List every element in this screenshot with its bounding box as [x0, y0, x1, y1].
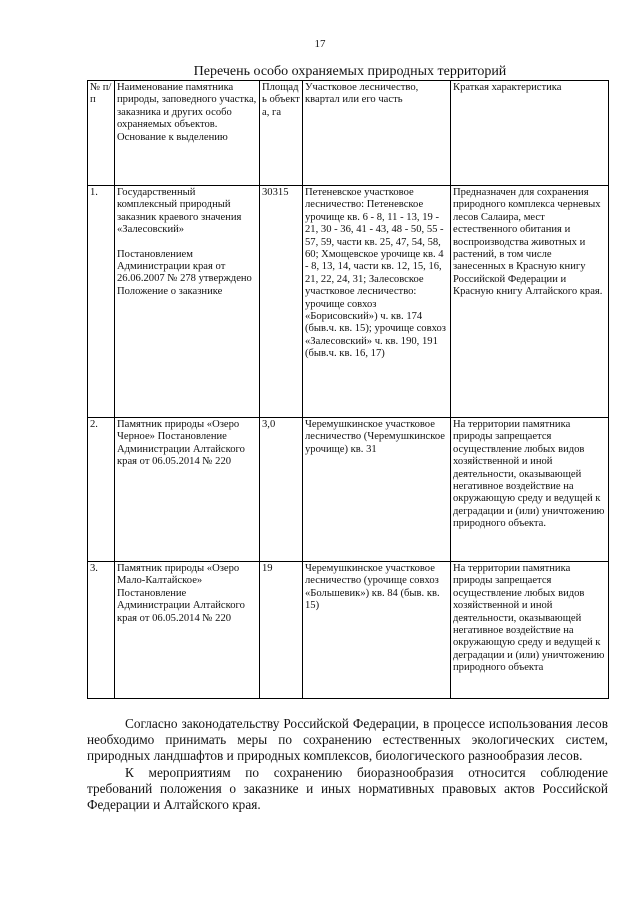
header-description: Краткая характеристика	[451, 81, 609, 186]
table-header-row	[88, 81, 609, 186]
row-name: Памятник природы «Озеро Черное» Постановление Администрации Алтайского края от 06.05.2014 № 220	[115, 418, 260, 562]
row-location: Петеневское участковое лесничество: Петеневское урочище кв. 6 - 8, 11 - 13, 19 - 21, 30 - 36, 41 - 43, 48 - 50, 55 - 57, 59, части кв. 25, 47, 54, 58, 60; Хмощевское урочище кв. 4 - 8, 13, 14, части кв. 12, 15, 16, 21, 22, 24, 31; Залесовское участковое лесничество: урочище совхоз «Борисовский») ч. кв. 174 (быв.ч. кв. 15); урочище совхоз «Залесовский» ч. кв. 190, 191 (быв.ч. кв. 16, 17)	[303, 186, 451, 418]
row-name-title: Государственный комплексный природный заказник краевого значения «Залесовский»	[117, 187, 242, 236]
header-number: № п/п	[88, 81, 115, 186]
row-number: 3.	[88, 562, 115, 699]
row-area: 3,0	[260, 418, 303, 562]
table-row	[88, 418, 609, 562]
table-row	[88, 186, 609, 418]
row-number: 2.	[88, 418, 115, 562]
row-location: Черемушкинское участковое лесничество (Черемушкинское урочище) кв. 31	[303, 418, 451, 562]
paragraph: Согласно законодательству Российской Федерации, в процессе использования лесов необходимо принимать меры по сохранению естественных экологических систем, природных ландшафтов и природных комплексов, биологического разнообразия лесов.	[87, 716, 608, 764]
row-area: 19	[260, 562, 303, 699]
row-description: Предназначен для сохранения природного комплекса черневых лесов Салаира, мест естественного обитания и воспроизводства животных и растений, в том числе занесенных в Красную книгу Российской Федерации и Красную книгу Алтайского края.	[451, 186, 609, 418]
row-name: Памятник природы «Озеро Мало-Калтайское» Постановление Администрации Алтайского края от 06.05.2014 № 220	[115, 562, 260, 699]
paragraph: К мероприятиям по сохранению биоразнообразия относится соблюдение требований положения о заказнике и иных нормативных правовых актов Российской Федерации и Алтайского края.	[87, 764, 608, 813]
table-title: Перечень особо охраняемых природных территорий	[193, 64, 507, 79]
row-location: Черемушкинское участковое лесничество (урочище совхоз «Большевик») кв. 84 (быв. кв. 15)	[303, 562, 451, 699]
row-name-basis: Постановлением Администрации края от 26.06.2007 № 278 утверждено Положение о заказнике	[117, 248, 252, 297]
row-number: 1.	[88, 186, 115, 418]
header-area: Площадь объекта, га	[260, 81, 303, 186]
table-row	[88, 562, 609, 699]
header-location: Участковое лесничество, квартал или его часть	[303, 81, 451, 186]
row-description: На территории памятника природы запрещается осуществление любых видов хозяйственной и иной деятельности, оказывающей негативное воздействие на окружающую среду и ведущей к деградации и (или) уничтожению природного объекта.	[451, 418, 609, 562]
header-name: Наименование памятника природы, заповедного участка, заказника и других особо охраняемых объектов. Основание к выделению	[115, 81, 260, 186]
row-description: На территории памятника природы запрещается осуществление любых видов хозяйственной и иной деятельности, оказывающей негативное воздействие на окружающую среду и ведущей к деградации и (или) уничтожению природного объекта	[451, 562, 609, 699]
row-name	[115, 186, 260, 418]
page-number: 17	[314, 38, 326, 50]
protected-areas-table	[87, 80, 609, 699]
body-text	[87, 716, 608, 813]
row-area: 30315	[260, 186, 303, 418]
